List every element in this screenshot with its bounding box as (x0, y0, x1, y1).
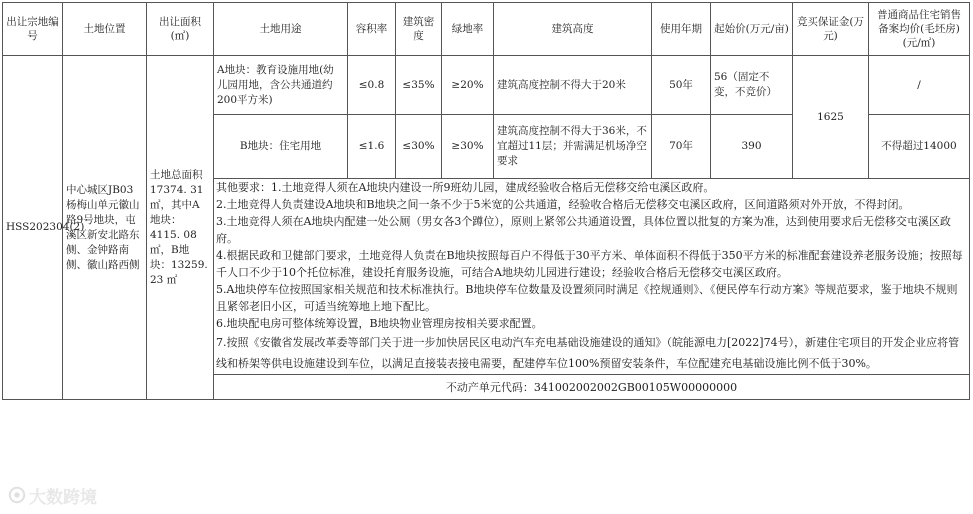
requirement-item: 5.A地块停车位按照国家相关规范和技术标准执行。B地块停车位数量及设置须同时满足《控规通则》、《便民停车行动方案》等规范要求，鉴于地块不规则且紧邻老旧小区，可适当统筹地上地下配比。 (216, 283, 958, 313)
requirement-item: 6.地块配电房可整体统筹设置，B地块物业管理房按相关要求配置。 (216, 317, 543, 330)
deposit-cell: 1625 (793, 56, 869, 179)
header-location: 土地位置 (63, 3, 147, 56)
header-price: 起始价(万元/亩) (711, 3, 793, 56)
density-cell: ≤30% (396, 115, 442, 179)
header-row (3, 3, 970, 56)
green-cell: ≥30% (442, 115, 494, 179)
watermark-text: 大数跨境 (29, 487, 97, 508)
other-requirements (214, 179, 970, 375)
requirement-item: 3.土地竞得人须在A地块内配建一处公厕（男女各3个蹲位），原则上紧邻公共通道设置，具体位置以批复的方案为准，达到使用要求后无偿移交屯溪区政府。 (216, 215, 951, 245)
far-cell: ≤0.8 (348, 56, 396, 115)
header-deposit: 竞买保证金(万元) (793, 3, 869, 56)
term-cell: 50年 (652, 56, 711, 115)
parcel-code: HSS202304(2) (3, 56, 63, 400)
avg-price-cell: / (869, 56, 970, 115)
price-cell: 390 (711, 115, 793, 179)
property-unit-code: 不动产单元代码：341002002002GB00105W00000000 (214, 375, 970, 400)
header-height: 建筑高度 (494, 3, 652, 56)
use-cell: A地块：教育设施用地(幼儿园用地，含公共通道约200平方米) (214, 56, 348, 115)
header-avg-price: 普通商品住宅销售备案均价(毛坯房)(元/㎡) (869, 3, 970, 56)
header-area: 出让面积(㎡) (147, 3, 214, 56)
parcel-location: 中心城区JB03 杨梅山单元徽山路9号地块，屯溪区新安北路东侧、金钟路南侧、徽山路西侧 (63, 56, 147, 400)
term-cell: 70年 (652, 115, 711, 179)
header-code: 出让宗地编号 (3, 3, 63, 56)
height-cell: 建筑高度控制不得大于20米 (494, 56, 652, 115)
density-cell: ≤35% (396, 56, 442, 115)
land-transfer-table (2, 2, 970, 400)
watermark-logo-icon (8, 486, 26, 504)
table-row (3, 56, 970, 115)
green-cell: ≥20% (442, 56, 494, 115)
header-term: 使用年期 (652, 3, 711, 56)
watermark (8, 485, 97, 508)
price-cell: 56（固定不变，不竞价） (711, 56, 793, 115)
header-green: 绿地率 (442, 3, 494, 56)
requirement-item: 4.根据民政和卫健部门要求，土地竞得人负责在B地块按照每百户不得低于30平方米、单体面积不得低于350平方米的标准配套建设养老服务设施；按照每千人口不少于10个托位标准，建设托育服务设施，可结合A地块幼儿园进行建设；经验收合格后无偿移交屯溪区政府。 (216, 249, 963, 279)
parcel-area: 土地总面积17374. 31 ㎡，其中A地块：4115. 08 ㎡，B地块：13259. 23 ㎡ (147, 56, 214, 400)
header-use: 土地用途 (214, 3, 348, 56)
header-far: 容积率 (348, 3, 396, 56)
far-cell: ≤1.6 (348, 115, 396, 179)
avg-price-cell: 不得超过14000 (869, 115, 970, 179)
height-cell: 建筑高度控制不得大于36米，不宜超过11层；并需满足机场净空要求 (494, 115, 652, 179)
requirement-item: 7.按照《安徽省发展改革委等部门关于进一步加快居民区电动汽车充电基础设施建设的通知》（皖能源电力[2022]74号），新建住宅项目的开发企业应将管线和桥架等供电设施建设到车位，以满足直接装表接电需要，配建停车位100%预留安装条件，车位配建充电基础设施比例不低于30%。 (216, 336, 960, 370)
requirement-item: 其他要求：1.土地竞得人须在A地块内建设一所9班幼儿园，建成经验收合格后无偿移交给屯溪区政府。 (216, 181, 715, 194)
use-cell: B地块：住宅用地 (214, 115, 348, 179)
requirement-item: 2.土地竞得人负责建设A地块和B地块之间一条不少于5米宽的公共通道，经验收合格后无偿移交屯溪区政府，区间道路须对外开放，不得封闭。 (216, 198, 910, 211)
header-density: 建筑密度 (396, 3, 442, 56)
